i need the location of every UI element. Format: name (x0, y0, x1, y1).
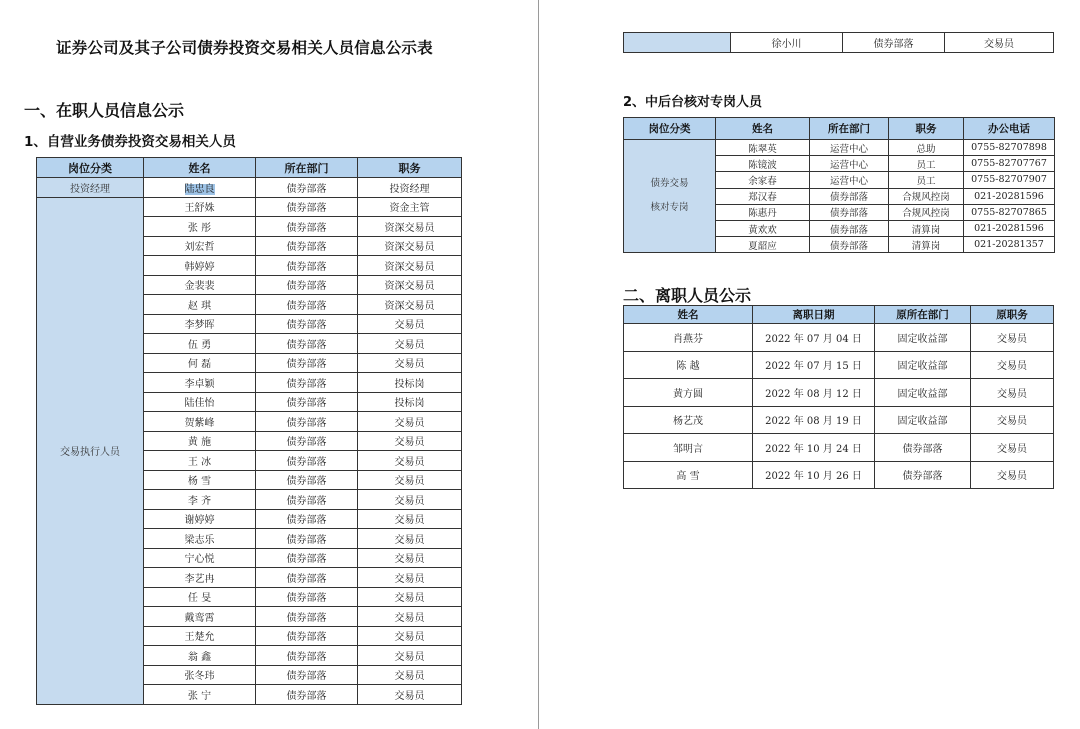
name-cell: 肖燕芬 (624, 324, 753, 352)
department-cell: 债券部落 (256, 490, 358, 510)
department-cell: 债券部落 (256, 412, 358, 432)
category-cell (624, 33, 731, 53)
position-cell: 投标岗 (358, 373, 462, 393)
position-cell: 交易员 (358, 431, 462, 451)
position-cell: 交易员 (358, 529, 462, 549)
department-cell: 运营中心 (810, 172, 889, 188)
department-cell: 债券部落 (256, 295, 358, 315)
name-cell: 余家春 (716, 172, 810, 188)
department-cell: 债券部落 (256, 607, 358, 627)
table-row (624, 406, 1054, 434)
section-heading-departed-staff: 二、离职人员公示 (623, 286, 752, 305)
subsection-heading-backoffice: 2、中后台核对专岗人员 (623, 95, 763, 110)
position-cell: 资金主管 (358, 197, 462, 217)
name-cell: 韩婷婷 (144, 256, 256, 276)
leave-date-cell: 2022 年 07 月 15 日 (753, 351, 875, 379)
table-row (624, 379, 1054, 407)
category-cell: 交易执行人员 (37, 197, 144, 704)
header-department: 所在部门 (256, 158, 358, 178)
header-former-position: 原职务 (971, 306, 1054, 324)
trading-staff-body (37, 178, 462, 705)
department-cell: 债券部落 (256, 373, 358, 393)
trading-staff-table (36, 157, 462, 705)
position-cell: 交易员 (358, 470, 462, 490)
backoffice-staff-table (623, 117, 1055, 253)
former-position-cell: 交易员 (971, 351, 1054, 379)
backoffice-staff-body (624, 140, 1055, 253)
position-cell: 资深交易员 (358, 256, 462, 276)
department-cell: 债券部落 (256, 548, 358, 568)
table-header-row (37, 158, 462, 178)
department-cell: 债券部落 (256, 509, 358, 529)
department-cell: 债券部落 (810, 188, 889, 204)
header-position: 职务 (889, 118, 964, 140)
department-cell: 债券部落 (256, 314, 358, 334)
name-cell: 王 冰 (144, 451, 256, 471)
name-cell: 陈惠丹 (716, 204, 810, 220)
position-cell: 投标岗 (358, 392, 462, 412)
table-row (624, 140, 1055, 156)
name-cell: 谢婷婷 (144, 509, 256, 529)
departed-staff-body (624, 324, 1054, 489)
position-cell: 交易员 (358, 626, 462, 646)
position-cell: 交易员 (358, 451, 462, 471)
name-cell: 宁心悦 (144, 548, 256, 568)
former-department-cell: 固定收益部 (875, 406, 971, 434)
position-cell: 交易员 (358, 685, 462, 705)
former-position-cell: 交易员 (971, 406, 1054, 434)
former-position-cell: 交易员 (971, 324, 1054, 352)
department-cell: 债券部落 (810, 204, 889, 220)
phone-cell: 0755-82707907 (964, 172, 1055, 188)
name-cell: 李 齐 (144, 490, 256, 510)
former-position-cell: 交易员 (971, 461, 1054, 489)
position-cell: 总助 (889, 140, 964, 156)
document-title: 证券公司及其子公司债券投资交易相关人员信息公示表 (56, 39, 433, 57)
department-cell: 债券部落 (256, 665, 358, 685)
continued-row-table (623, 32, 1054, 53)
name-cell: 王楚允 (144, 626, 256, 646)
leave-date-cell: 2022 年 10 月 24 日 (753, 434, 875, 462)
position-cell: 资深交易员 (358, 217, 462, 237)
department-cell: 债券部落 (810, 237, 889, 253)
former-department-cell: 固定收益部 (875, 324, 971, 352)
name-cell: 黄方圆 (624, 379, 753, 407)
name-cell: 王舒姝 (144, 197, 256, 217)
name-cell: 贺紫峰 (144, 412, 256, 432)
name-cell: 高 雪 (624, 461, 753, 489)
header-phone: 办公电话 (964, 118, 1055, 140)
name-cell: 李卓颖 (144, 373, 256, 393)
phone-cell: 0755-82707767 (964, 156, 1055, 172)
department-cell: 债券部落 (256, 236, 358, 256)
department-cell: 债券部落 (256, 334, 358, 354)
department-cell: 债券部落 (256, 431, 358, 451)
position-cell: 交易员 (358, 646, 462, 666)
position-cell: 交易员 (945, 33, 1054, 53)
position-cell: 交易员 (358, 587, 462, 607)
header-name: 姓名 (624, 306, 753, 324)
name-cell: 张冬玮 (144, 665, 256, 685)
leave-date-cell: 2022 年 08 月 12 日 (753, 379, 875, 407)
position-cell: 合规风控岗 (889, 188, 964, 204)
left-page (0, 0, 538, 729)
header-name: 姓名 (716, 118, 810, 140)
header-category: 岗位分类 (624, 118, 716, 140)
department-cell: 债券部落 (256, 529, 358, 549)
name-cell: 伍 勇 (144, 334, 256, 354)
subsection-heading-trading-staff: 1、自营业务债券投资交易相关人员 (24, 134, 236, 150)
department-cell: 债券部落 (256, 626, 358, 646)
position-cell: 交易员 (358, 665, 462, 685)
category-cell: 投资经理 (37, 178, 144, 198)
department-cell: 债券部落 (256, 178, 358, 198)
section-heading-active-staff: 一、在职人员信息公示 (24, 101, 185, 120)
name-cell: 张 宁 (144, 685, 256, 705)
name-cell: 陈镜波 (716, 156, 810, 172)
position-cell: 清算岗 (889, 220, 964, 236)
position-cell: 合规风控岗 (889, 204, 964, 220)
table-header-row (624, 118, 1055, 140)
table-row (624, 33, 1054, 53)
name-cell: 李艺冉 (144, 568, 256, 588)
name-cell: 赵 琪 (144, 295, 256, 315)
header-position: 职务 (358, 158, 462, 178)
name-cell: 梁志乐 (144, 529, 256, 549)
leave-date-cell: 2022 年 08 月 19 日 (753, 406, 875, 434)
department-cell: 债券部落 (256, 568, 358, 588)
table-row (624, 324, 1054, 352)
name-cell: 夏韶应 (716, 237, 810, 253)
position-cell: 资深交易员 (358, 275, 462, 295)
table-row (624, 434, 1054, 462)
table-row (37, 178, 462, 198)
position-cell: 交易员 (358, 568, 462, 588)
position-cell: 交易员 (358, 607, 462, 627)
leave-date-cell: 2022 年 10 月 26 日 (753, 461, 875, 489)
former-position-cell: 交易员 (971, 379, 1054, 407)
name-cell: 陈 越 (624, 351, 753, 379)
name-cell: 陈翠英 (716, 140, 810, 156)
phone-cell: 021-20281596 (964, 188, 1055, 204)
department-cell: 债券部落 (256, 392, 358, 412)
department-cell: 债券部落 (256, 217, 358, 237)
former-department-cell: 固定收益部 (875, 379, 971, 407)
header-name: 姓名 (144, 158, 256, 178)
department-cell: 运营中心 (810, 156, 889, 172)
department-cell: 债券部落 (256, 587, 358, 607)
name-cell: 刘宏哲 (144, 236, 256, 256)
page-divider (538, 0, 539, 729)
position-cell: 交易员 (358, 490, 462, 510)
table-header-row (624, 306, 1054, 324)
name-cell: 杨艺茂 (624, 406, 753, 434)
department-cell: 债券部落 (256, 353, 358, 373)
position-cell: 交易员 (358, 548, 462, 568)
department-cell: 债券部落 (256, 197, 358, 217)
former-position-cell: 交易员 (971, 434, 1054, 462)
table-row (37, 197, 462, 217)
position-cell: 清算岗 (889, 237, 964, 253)
selected-text-highlight: 陆忠良 (184, 183, 215, 195)
department-cell: 债券部落 (810, 220, 889, 236)
department-cell: 债券部落 (256, 256, 358, 276)
name-cell: 金裴裴 (144, 275, 256, 295)
position-cell: 交易员 (358, 509, 462, 529)
departed-staff-table (623, 305, 1054, 489)
department-cell: 债券部落 (256, 451, 358, 471)
name-cell: 邹明言 (624, 434, 753, 462)
name-cell: 陆佳怡 (144, 392, 256, 412)
department-cell: 债券部落 (256, 685, 358, 705)
name-cell: 戴鸾霄 (144, 607, 256, 627)
name-cell: 李梦晖 (144, 314, 256, 334)
position-cell: 员工 (889, 156, 964, 172)
table-row (624, 461, 1054, 489)
table-row (624, 351, 1054, 379)
header-leave-date: 离职日期 (753, 306, 875, 324)
department-cell: 债券部落 (256, 470, 358, 490)
department-cell: 债券部落 (256, 275, 358, 295)
name-cell: 郑汉春 (716, 188, 810, 204)
name-cell: 张 彤 (144, 217, 256, 237)
position-cell: 交易员 (358, 353, 462, 373)
name-cell: 何 磊 (144, 353, 256, 373)
name-cell: 徐小川 (731, 33, 843, 53)
position-cell: 资深交易员 (358, 295, 462, 315)
header-category: 岗位分类 (37, 158, 144, 178)
position-cell: 投资经理 (358, 178, 462, 198)
position-cell: 员工 (889, 172, 964, 188)
name-cell (144, 178, 256, 198)
name-cell: 翁 鑫 (144, 646, 256, 666)
phone-cell: 0755-82707898 (964, 140, 1055, 156)
former-department-cell: 固定收益部 (875, 351, 971, 379)
category-cell: 债券交易 核对专岗 (624, 140, 716, 253)
name-cell: 黄 施 (144, 431, 256, 451)
name-cell: 任 旻 (144, 587, 256, 607)
leave-date-cell: 2022 年 07 月 04 日 (753, 324, 875, 352)
phone-cell: 021-20281596 (964, 220, 1055, 236)
header-department: 所在部门 (810, 118, 889, 140)
position-cell: 交易员 (358, 314, 462, 334)
former-department-cell: 债券部落 (875, 461, 971, 489)
department-cell: 债券部落 (256, 646, 358, 666)
department-cell: 运营中心 (810, 140, 889, 156)
position-cell: 交易员 (358, 334, 462, 354)
position-cell: 交易员 (358, 412, 462, 432)
phone-cell: 021-20281357 (964, 237, 1055, 253)
name-cell: 杨 雪 (144, 470, 256, 490)
department-cell: 债券部落 (843, 33, 945, 53)
former-department-cell: 债券部落 (875, 434, 971, 462)
name-cell: 黄欢欢 (716, 220, 810, 236)
position-cell: 资深交易员 (358, 236, 462, 256)
right-page (541, 0, 1080, 729)
header-former-department: 原所在部门 (875, 306, 971, 324)
phone-cell: 0755-82707865 (964, 204, 1055, 220)
